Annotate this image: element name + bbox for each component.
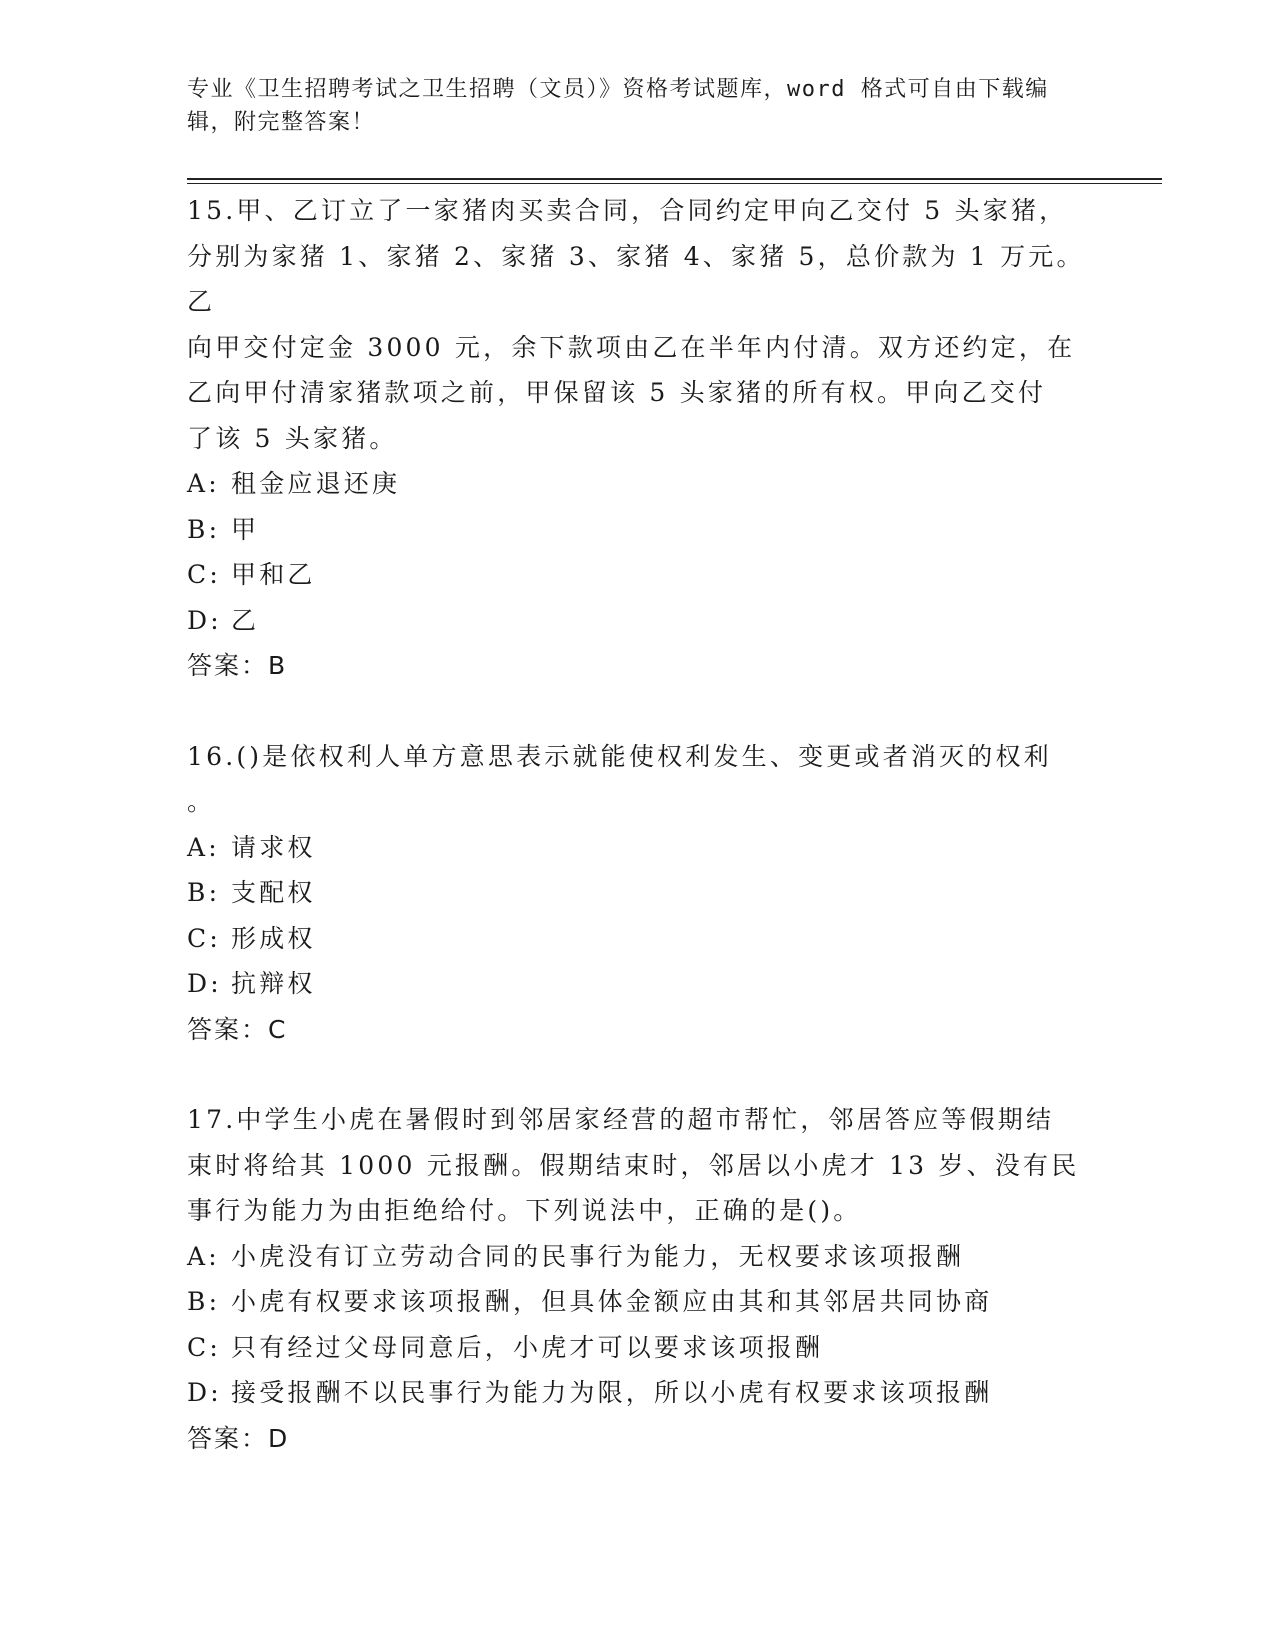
option-text: 小虎没有订立劳动合同的民事行为能力，无权要求该项报酬 bbox=[231, 1241, 965, 1271]
question-stem-line: 束时将给其 1000 元报酬。假期结束时，邻居以小虎才 13 岁、没有民 bbox=[187, 1150, 1080, 1180]
option-b bbox=[187, 1279, 1087, 1325]
header-rule-thin bbox=[187, 183, 1162, 184]
option-d bbox=[187, 961, 1087, 1007]
option-text: 乙 bbox=[231, 605, 260, 635]
question-stem-line: 了该 5 头家猪。 bbox=[187, 423, 398, 453]
question-16 bbox=[187, 734, 1087, 1053]
option-text: 小虎有权要求该项报酬，但具体金额应由其和其邻居共同协商 bbox=[231, 1287, 993, 1316]
document-header bbox=[187, 73, 1087, 139]
option-key: B: bbox=[187, 1287, 221, 1316]
option-key: D: bbox=[187, 969, 222, 998]
spacer bbox=[187, 1052, 1087, 1097]
option-d bbox=[187, 1370, 1087, 1416]
option-key: A: bbox=[187, 832, 220, 862]
option-key: B: bbox=[187, 514, 221, 544]
option-key: C: bbox=[187, 923, 221, 953]
option-text: 只有经过父母同意后，小虎才可以要求该项报酬 bbox=[231, 1332, 824, 1362]
question-list bbox=[187, 188, 1087, 1461]
option-c bbox=[187, 552, 1087, 598]
option-key: C: bbox=[187, 560, 221, 589]
option-text: 抗辩权 bbox=[231, 969, 316, 998]
option-key: C: bbox=[187, 1332, 221, 1362]
answer-line: 答案：C bbox=[187, 1014, 288, 1044]
option-c bbox=[187, 916, 1087, 962]
spacer bbox=[187, 689, 1087, 734]
question-stem-line: 17.中学生小虎在暑假时到邻居家经营的超市帮忙，邻居答应等假期结 bbox=[187, 1105, 1055, 1134]
question-stem-line: 乙向甲付清家猪款项之前，甲保留该 5 头家猪的所有权。甲向乙交付 bbox=[187, 378, 1047, 407]
question-stem-line: 事行为能力为由拒绝给付。下列说法中，正确的是()。 bbox=[187, 1196, 862, 1225]
question-stem-line: 16.()是依权利人单方意思表示就能使权利发生、变更或者消灭的权利 bbox=[187, 741, 1052, 771]
option-key: A: bbox=[187, 1241, 220, 1271]
header-rule-thick bbox=[187, 178, 1162, 180]
option-key: D: bbox=[187, 605, 222, 635]
option-text: 请求权 bbox=[231, 832, 316, 862]
question-stem-line: 分别为家猪 1、家猪 2、家猪 3、家猪 4、家猪 5，总价款为 1 万元。乙 bbox=[187, 241, 1085, 316]
option-text: 甲 bbox=[231, 514, 260, 544]
option-text: 接受报酬不以民事行为能力为限，所以小虎有权要求该项报酬 bbox=[231, 1378, 993, 1407]
option-key: A: bbox=[187, 469, 220, 498]
option-a bbox=[187, 1234, 1087, 1280]
option-key: B: bbox=[187, 878, 221, 907]
question-17 bbox=[187, 1097, 1087, 1461]
option-b bbox=[187, 507, 1087, 553]
option-text: 支配权 bbox=[231, 878, 316, 907]
option-d bbox=[187, 598, 1087, 644]
question-15 bbox=[187, 188, 1087, 689]
option-text: 租金应退还庚 bbox=[231, 469, 401, 498]
question-stem-line: 向甲交付定金 3000 元，余下款项由乙在半年内付清。双方还约定，在 bbox=[187, 332, 1076, 362]
option-text: 形成权 bbox=[231, 923, 316, 953]
question-stem-line: 。 bbox=[187, 787, 216, 816]
answer-line: 答案：D bbox=[187, 1423, 290, 1453]
option-a bbox=[187, 461, 1087, 507]
question-stem-line: 15.甲、乙订立了一家猪肉买卖合同，合同约定甲向乙交付 5 头家猪， bbox=[187, 196, 1068, 225]
option-b bbox=[187, 870, 1087, 916]
option-c bbox=[187, 1325, 1087, 1371]
option-text: 甲和乙 bbox=[231, 560, 316, 589]
option-a bbox=[187, 825, 1087, 871]
option-key: D: bbox=[187, 1378, 222, 1407]
answer-line: 答案：B bbox=[187, 651, 288, 680]
header-text: 专业《卫生招聘考试之卫生招聘（文员）》资格考试题库，word 格式可自由下载编辑，附完整答案！ bbox=[187, 77, 1049, 135]
